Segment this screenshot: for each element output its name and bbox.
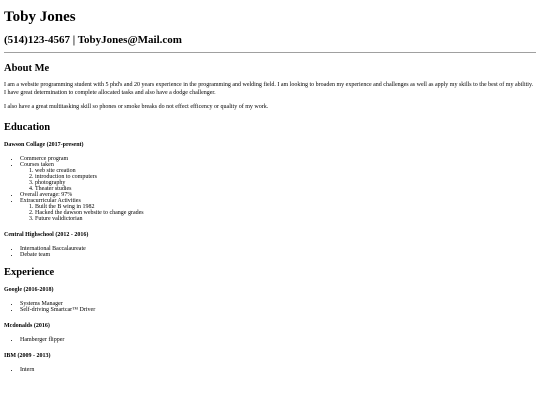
contact-line: (514)123-4567 | TobyJones@Mail.com xyxy=(4,34,182,46)
list-item: 3. photography xyxy=(35,180,536,186)
header-divider xyxy=(4,52,536,53)
central-title: Central Highschool (2012 - 2016) xyxy=(4,231,89,238)
about-paragraph-1: I am a website programming student with 5 phd's and 20 years experience in the programming and welding field. I am looking to broaden my experience and challenges as well as apply my skills to the best of my abilitiy. I have great determination to complete allocated tasks and also have a dodge challenger. xyxy=(4,82,534,96)
resume-content xyxy=(4,62,536,373)
ibm-list xyxy=(4,367,536,373)
list-item: • Intern xyxy=(20,367,536,373)
list-item: 2. Hacked the dawson website to change grades xyxy=(35,210,536,216)
list-item: • International Baccalaureate xyxy=(20,246,536,252)
mcdonalds-list xyxy=(4,337,536,343)
dawson-title: Dawson Collage (2017-present) xyxy=(4,141,84,148)
list-item: 1. Built the B wing in 1982 xyxy=(35,204,536,210)
resume-name: Toby Jones xyxy=(4,9,76,25)
ibm-title: IBM (2009 - 2013) xyxy=(4,352,51,359)
google-list xyxy=(4,301,536,313)
list-item: • Overall average: 97% xyxy=(20,192,536,198)
courses-list xyxy=(20,168,536,192)
dawson-list xyxy=(4,156,536,222)
list-item-label: Extracurricular Activities xyxy=(20,197,81,204)
central-list xyxy=(4,246,536,258)
list-item: 2. introduction to computers xyxy=(35,174,536,180)
list-item: • Commerce program xyxy=(20,156,536,162)
experience-heading: Experience xyxy=(4,266,55,278)
google-title: Google (2016-2018) xyxy=(4,286,54,293)
list-item: 1. web site creation xyxy=(35,168,536,174)
list-item xyxy=(20,162,536,192)
list-item: 3. Future validictorian xyxy=(35,216,536,222)
about-paragraph-2: I also have a great multitasking skill so phones or smoke breaks do not effect efficency or quality of my work. xyxy=(4,104,269,110)
about-heading: About Me xyxy=(4,63,50,74)
mcdonalds-title: Mcdonalds (2016) xyxy=(4,322,50,329)
list-item: • Systems Manager xyxy=(20,301,536,307)
list-item: • Hamberger flipper xyxy=(20,337,536,343)
list-item: • Self-driving Smartcar™ Driver xyxy=(20,307,536,313)
education-heading: Education xyxy=(4,121,51,133)
list-item: 4. Theater studies xyxy=(35,186,536,192)
list-item-label: Courses taken xyxy=(20,161,54,168)
list-item xyxy=(20,198,536,222)
list-item: • Debate team xyxy=(20,252,536,258)
activities-list xyxy=(20,204,536,222)
